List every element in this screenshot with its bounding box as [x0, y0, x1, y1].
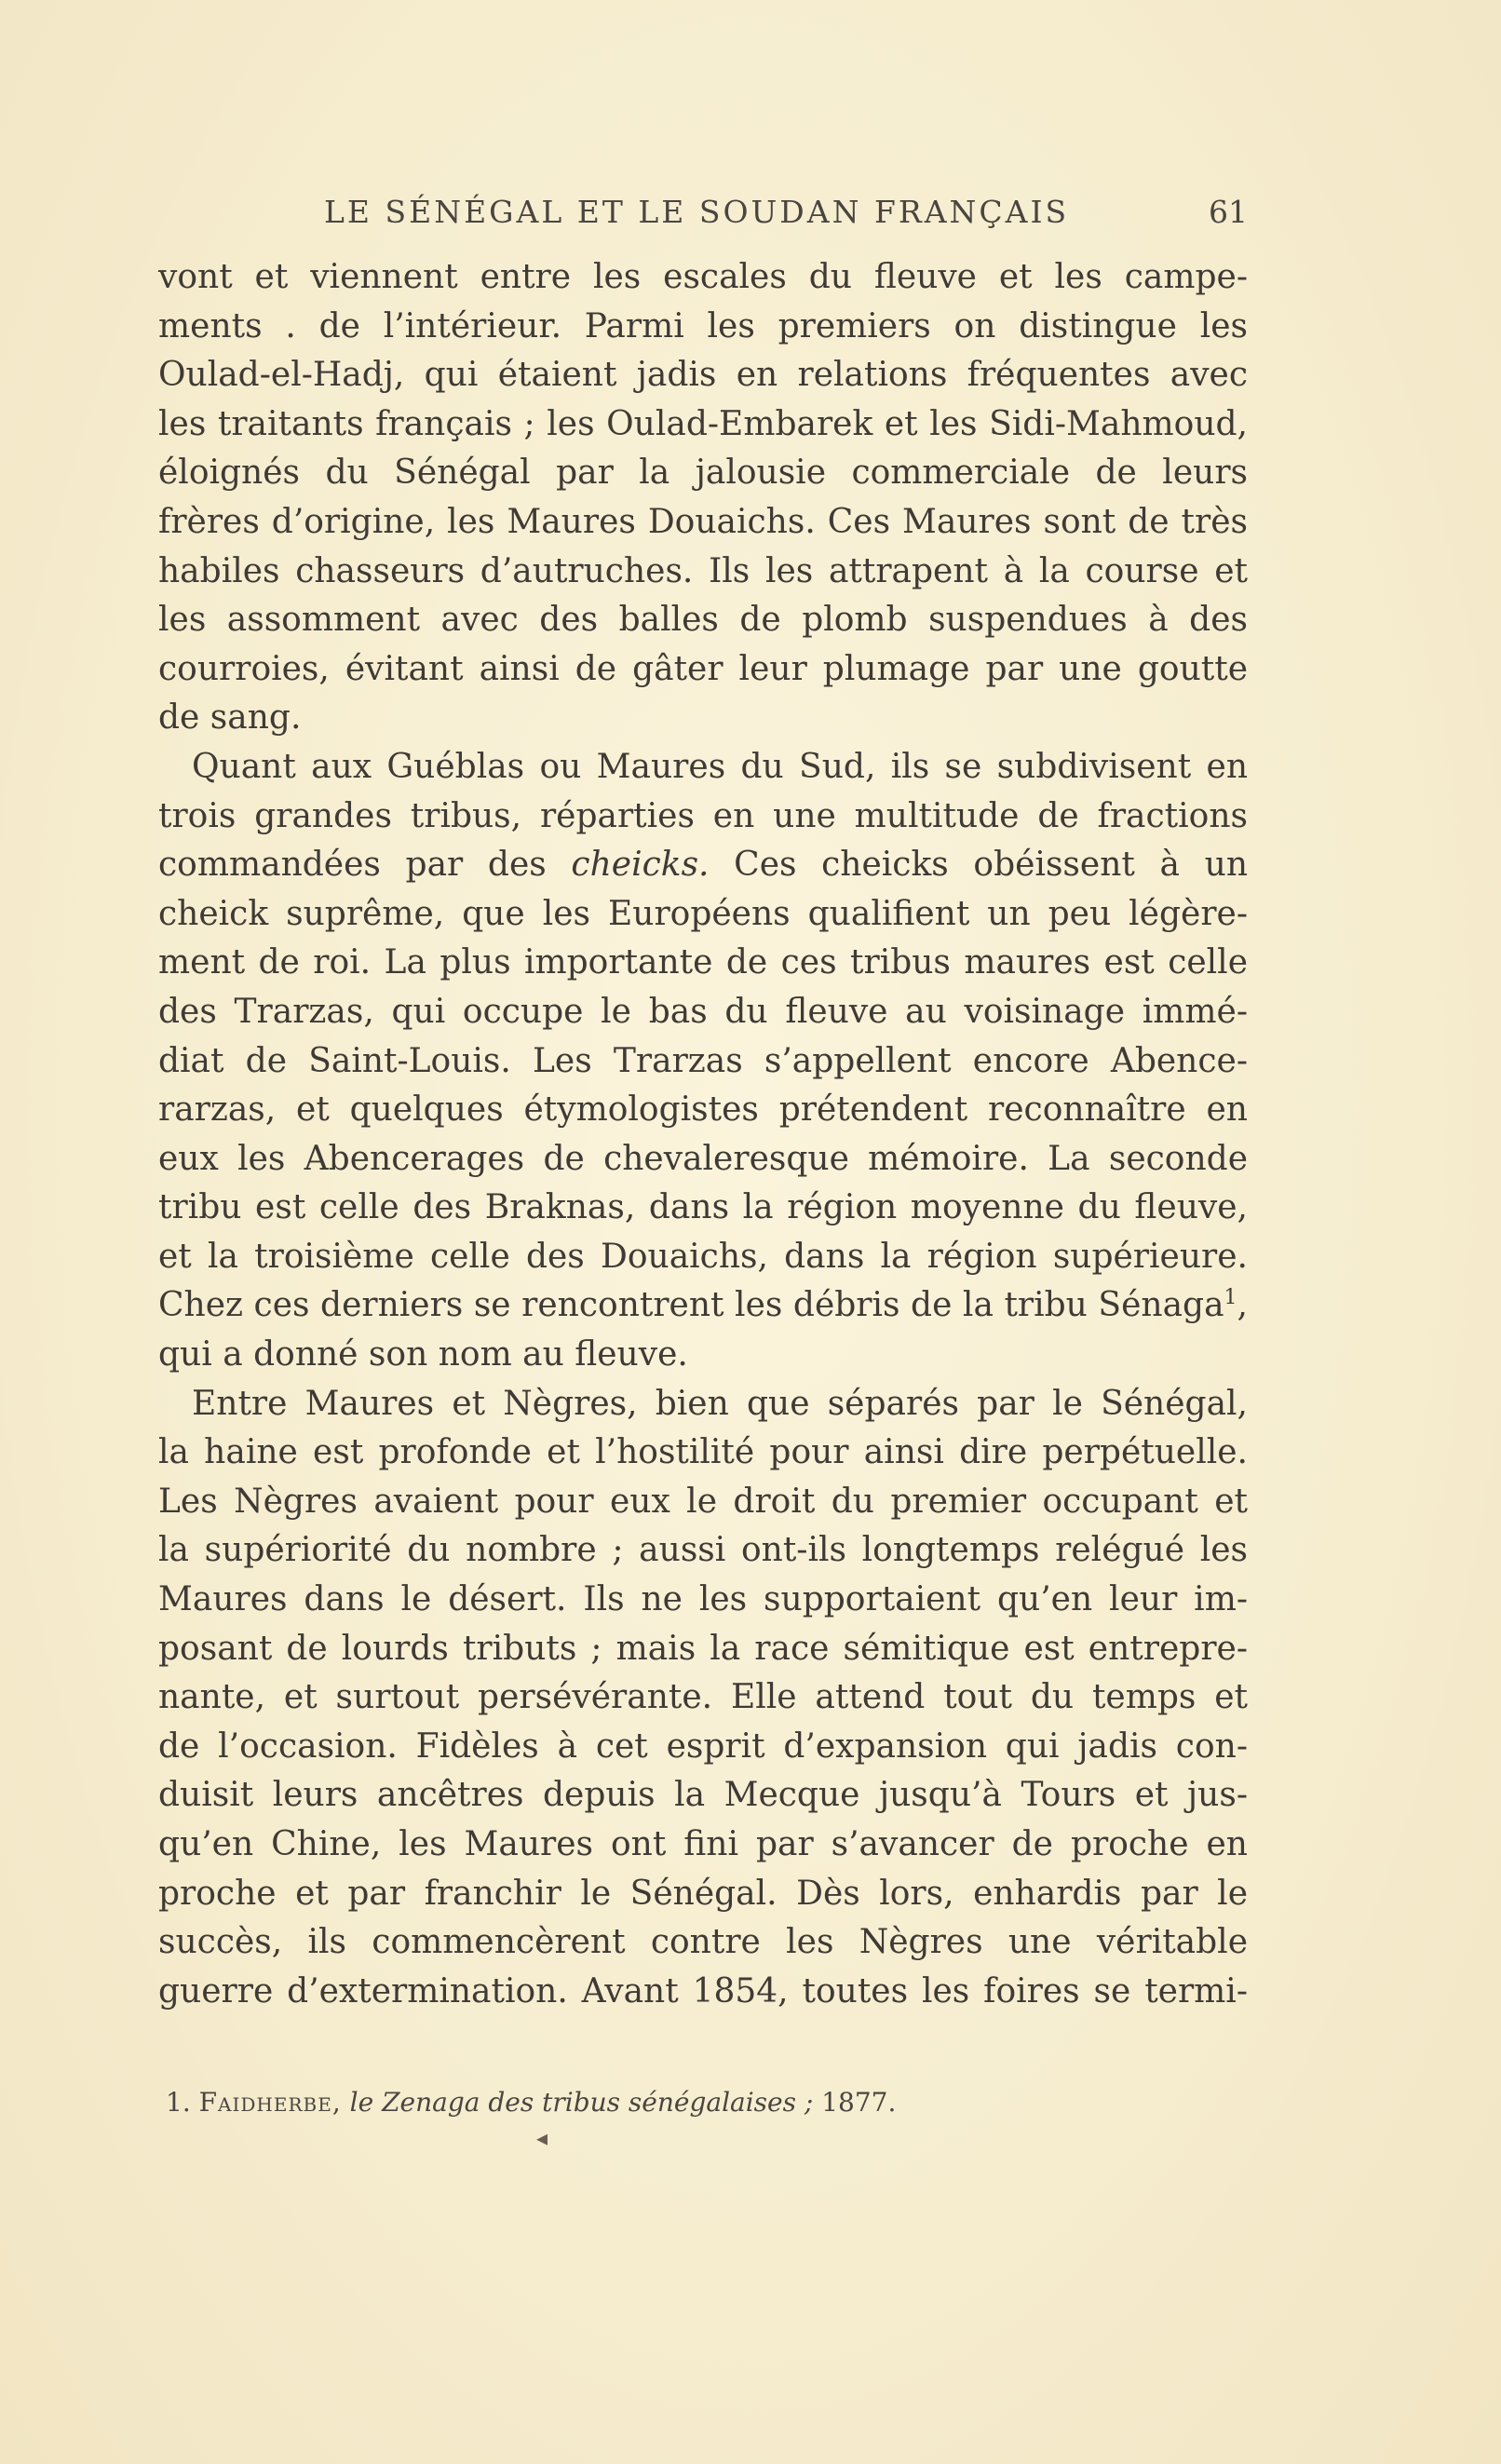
text-line: posant de lourds tributs ; mais la race sémitique est entrepre-: [158, 1629, 1248, 1668]
text-line-paragraph-start: Entre Maures et Nègres, bien que séparés par le Sénégal,: [192, 1384, 1248, 1423]
footnote-year: 1877.: [821, 2087, 897, 2118]
text-segment: commandées par des: [158, 846, 572, 885]
text-line: diat de Saint-Louis. Les Trarzas s’appellent encore Abence-: [158, 1041, 1248, 1080]
text-segment: Ces cheicks obéissent à un: [709, 846, 1249, 885]
text-line: des Trarzas, qui occupe le bas du fleuve au voisinage immé-: [158, 992, 1248, 1031]
text-segment: Chez ces derniers se rencontrent les débris de la tribu Sénaga: [158, 1286, 1224, 1325]
footnote-number: 1.: [166, 2087, 191, 2118]
text-line: vont et viennent entre les escales du fleuve et les campe-: [158, 258, 1248, 296]
text-line: les assomment avec des balles de plomb suspendues à des: [158, 601, 1248, 640]
text-line: les traitants français ; les Oulad-Embarek et les Sidi-Mahmoud,: [158, 404, 1248, 443]
text-line: frères d’origine, les Maures Douaichs. Ces Maures sont de très: [158, 502, 1248, 541]
text-line: trois grandes tribus, réparties en une multitude de fractions: [158, 796, 1248, 835]
footnote: [166, 2084, 1237, 2121]
text-line: Maures dans le désert. Ils ne les supportaient qu’en leur im-: [158, 1580, 1248, 1619]
text-line: guerre d’extermination. Avant 1854, toutes les foires se termi-: [158, 1971, 1248, 2010]
page-header: [158, 189, 1248, 236]
text-line-with-italic: [158, 841, 1248, 890]
text-line: rarzas, et quelques étymologistes prétendent reconnaître en: [158, 1090, 1248, 1130]
text-line: Oulad-el-Hadj, qui étaient jadis en relations fréquentes avec: [158, 356, 1248, 395]
text-line: ments . de l’intérieur. Parmi les premiers on distingue les: [158, 306, 1248, 345]
footnote-author: Faidherbe,: [198, 2087, 342, 2118]
italic-term: cheicks.: [571, 846, 710, 885]
text-line: qui a donné son nom au fleuve.: [158, 1335, 688, 1374]
printer-mark: ◂: [536, 2125, 548, 2151]
text-line: la haine est profonde et l’hostilité pour ainsi dire perpétuelle.: [158, 1433, 1248, 1472]
running-title: LE SÉNÉGAL ET LE SOUDAN FRANÇAIS: [324, 194, 1070, 230]
text-line: proche et par franchir le Sénégal. Dès lors, enhardis par le: [158, 1874, 1248, 1913]
text-line: nante, et surtout persévérante. Elle attend tout du temps et: [158, 1678, 1248, 1717]
text-line: habiles chasseurs d’autruches. Ils les attrapent à la course et: [158, 551, 1248, 590]
text-line: la supériorité du nombre ; aussi ont-ils longtemps relégué les: [158, 1531, 1248, 1570]
text-segment: ,: [1237, 1286, 1248, 1325]
text-line: de l’occasion. Fidèles à cet esprit d’expansion qui jadis con-: [158, 1726, 1248, 1766]
text-line: tribu est celle des Braknas, dans la région moyenne du fleuve,: [158, 1188, 1248, 1227]
text-line: et la troisième celle des Douaichs, dans la région supérieure.: [158, 1237, 1248, 1276]
page-number: 61: [1209, 194, 1248, 230]
footnote-reference[interactable]: 1: [1224, 1286, 1237, 1310]
text-line-paragraph-start: Quant aux Guéblas ou Maures du Sud, ils se subdivisent en: [192, 747, 1248, 786]
text-line: éloignés du Sénégal par la jalousie commerciale de leurs: [158, 454, 1248, 493]
text-line: duisit leurs ancêtres depuis la Mecque jusqu’à Tours et jus-: [158, 1776, 1248, 1815]
body-text: [158, 253, 1248, 2016]
text-line: cheick suprême, que les Européens qualifient un peu légère-: [158, 894, 1248, 933]
text-line: qu’en Chine, les Maures ont fini par s’avancer de proche en: [158, 1825, 1248, 1863]
footnote-title: le Zenaga des tribus sénégalaises ;: [349, 2087, 814, 2118]
text-line: succès, ils commencèrent contre les Nègres une véritable: [158, 1923, 1248, 1962]
text-line: ment de roi. La plus importante de ces tribus maures est celle: [158, 943, 1248, 982]
text-line: eux les Abencerages de chevaleresque mémoire. La seconde: [158, 1139, 1248, 1178]
text-line: Les Nègres avaient pour eux le droit du premier occupant et: [158, 1482, 1248, 1521]
text-line: de sang.: [158, 698, 302, 738]
text-line-with-footnote-ref: [158, 1281, 1248, 1331]
text-line: courroies, évitant ainsi de gâter leur plumage par une goutte: [158, 649, 1248, 688]
